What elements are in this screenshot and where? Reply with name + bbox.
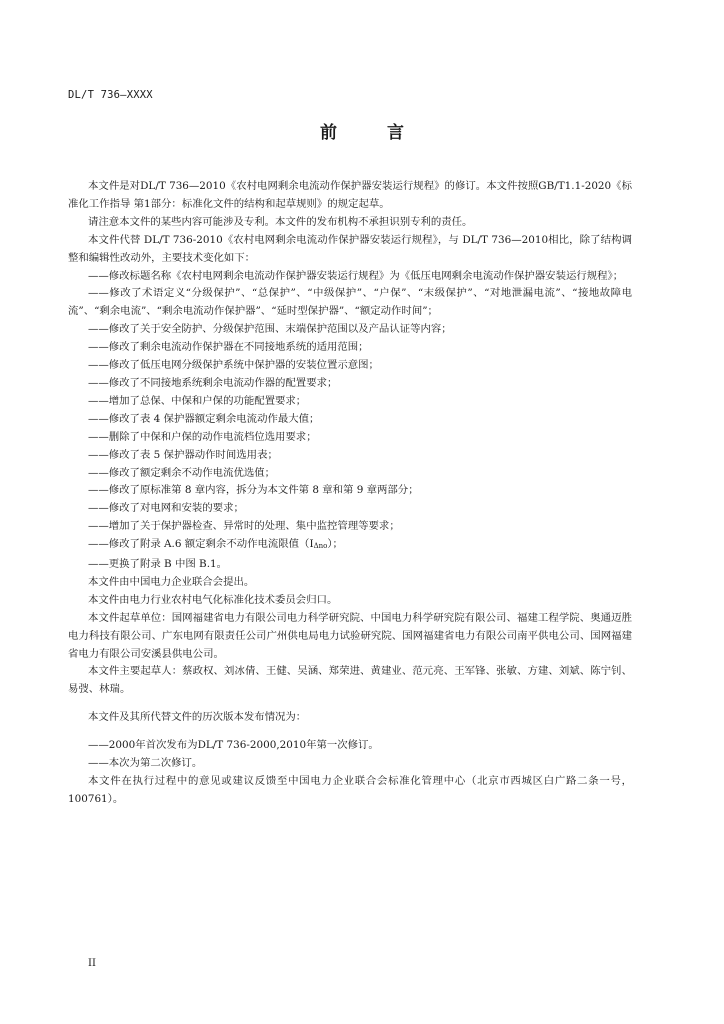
history-item: ——本次为第二次修订。 bbox=[88, 757, 203, 770]
change-item: ——修改了原标准第 8 章内容，拆分为本文件第 8 章和第 9 章两部分； bbox=[88, 484, 419, 497]
change-item: ——修改了对电网和安装的要求； bbox=[88, 502, 244, 515]
change-item: ——修改了表 4 保护器额定剩余电流动作最大值； bbox=[88, 412, 320, 425]
change-item: ——修改了不同接地系统剩余电流动作器的配置要求； bbox=[88, 376, 338, 389]
document-code: DL/T 736—XXXX bbox=[68, 89, 153, 101]
foreword-body bbox=[68, 178, 632, 809]
paragraph: 本文件由中国电力企业联合会提出。 bbox=[88, 575, 255, 588]
drafting-units: 本文件起草单位：国网福建省电力有限公司电力科学研究院、中国电力科学研究院有限公司、福建工程学院、奥通迈胜电力科技有限公司、广东电网有限责任公司广州供电局电力试验研究院、国网福建省电力有限公司南平供电公司、国网福建省电力有限公司安溪县供电公司。 bbox=[68, 611, 632, 660]
page-number: II bbox=[88, 958, 96, 969]
change-item: ——删除了中保和户保的动作电流档位选用要求； bbox=[88, 430, 317, 443]
change-item: ——增加了关于保护器检查、异常时的处理、集中监控管理等要求； bbox=[88, 520, 400, 533]
change-item: ——修改标题名称《农村电网剩余电流动作保护器安装运行规程》为《低压电网剩余电流动作保护器安装运行规程》； bbox=[88, 269, 624, 282]
drafters: 本文件主要起草人：蔡政权、刘冰倩、王健、吴涵、郑荣进、黄建业、范元亮、王军锋、张敏、方建、刘斌、陈宁钊、易弢、林瑞。 bbox=[68, 665, 632, 696]
change-item: ——修改了低压电网分级保护系统中保护器的安装位置示意图； bbox=[88, 359, 379, 372]
change-item: ——增加了总保、中保和户保的功能配置要求； bbox=[88, 394, 307, 407]
change-item: ——修改了剩余电流动作保护器在不同接地系统的适用范围； bbox=[88, 341, 369, 354]
change-item: ——修改了术语定义“分级保护”、“总保护”、“中级保护”、“户保”、“末级保护”、“对地泄漏电流”、“接地故障电流”、“剩余电流”、“剩余电流动作保护器”、“延时型保护器”、“额定动作时间”； bbox=[68, 287, 632, 318]
paragraph: 本文件是对DL/T 736—2010《农村电网剩余电流动作保护器安装运行规程》的修订。本文件按照GB/T1.1-2020《标准化工作指导 第1部分：标准化文件的结构和起草规则》的规定起草。 bbox=[68, 180, 632, 210]
paragraph: 请注意本文件的某些内容可能涉及专利。本文件的发布机构不承担识别专利的责任。 bbox=[88, 215, 473, 228]
history-item: ——2000年首次发布为DL/T 736-2000,2010年第一次修订。 bbox=[88, 739, 379, 752]
appendix-item-subscript: Δno bbox=[313, 542, 328, 551]
paragraph: 本文件由电力行业农村电气化标准化技术委员会归口。 bbox=[88, 593, 338, 606]
paragraph: 本文件代替 DL/T 736-2010《农村电网剩余电流动作保护器安装运行规程》，与 DL/T 736—2010相比，除了结构调整和编辑性改动外，主要技术变化如下： bbox=[68, 233, 632, 264]
appendix-item-suffix: ）； bbox=[327, 538, 343, 551]
feedback-paragraph: 本文件在执行过程中的意见或建议反馈至中国电力企业联合会标准化管理中心（北京市西城区白广路二条一号，100761）。 bbox=[68, 775, 632, 805]
appendix-item-prefix: ——修改了附录 A.6 额定剩余不动作电流限值（I bbox=[88, 538, 314, 551]
change-item-appendix-a6 bbox=[68, 536, 632, 556]
change-item: ——更换了附录 B 中图 B.1。 bbox=[88, 558, 227, 571]
change-item: ——修改了关于安全防护、分级保护范围、末端保护范围以及产品认证等内容； bbox=[88, 323, 452, 336]
change-item: ——修改了表 5 保护器动作时间选用表； bbox=[88, 448, 278, 461]
page-title: 前 言 bbox=[320, 123, 426, 143]
paragraph: 本文件及其所代替文件的历次版本发布情况为： bbox=[88, 711, 307, 724]
change-item: ——修改了额定剩余不动作电流优选值； bbox=[88, 466, 276, 479]
